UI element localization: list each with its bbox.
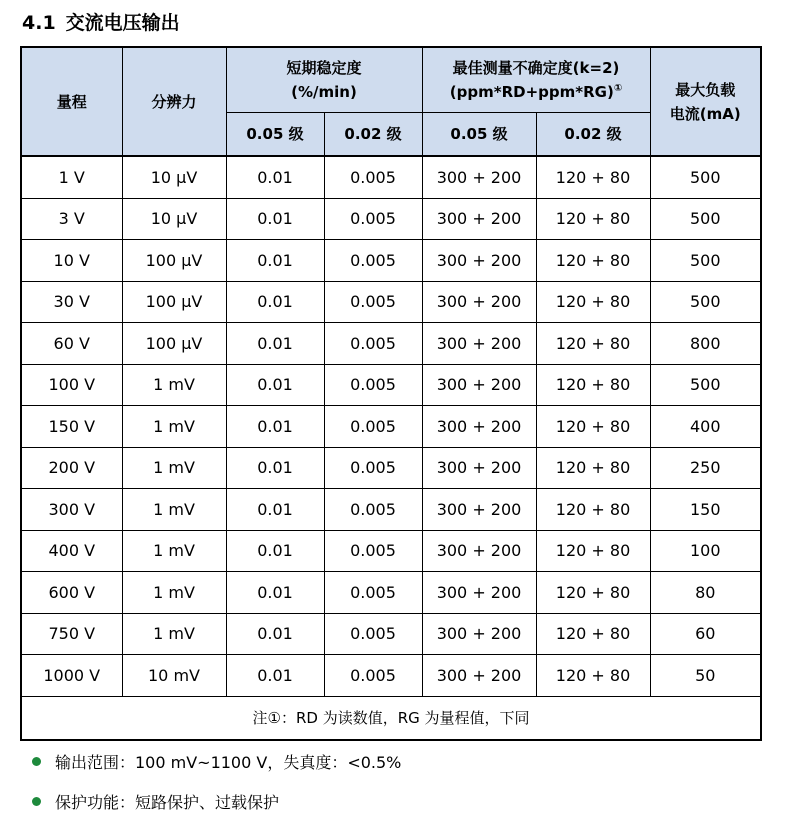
table-row — [21, 281, 761, 323]
cell-uncertainty-005: 300 + 200 — [422, 240, 536, 282]
bullet-protection — [32, 790, 279, 813]
cell-range: 750 V — [21, 613, 122, 655]
cell-range: 300 V — [21, 489, 122, 531]
cell-uncertainty-002: 120 + 80 — [536, 655, 650, 697]
table-row — [21, 572, 761, 614]
cell-resolution: 100 μV — [122, 323, 226, 365]
cell-uncertainty-005: 300 + 200 — [422, 572, 536, 614]
table-row — [21, 198, 761, 240]
cell-stability-002: 0.005 — [324, 364, 422, 406]
cell-resolution: 1 mV — [122, 447, 226, 489]
cell-range: 60 V — [21, 323, 122, 365]
cell-uncertainty-002: 120 + 80 — [536, 613, 650, 655]
bullet-output-range-text: 输出范围：100 mV~1100 V，失真度：<0.5% — [55, 753, 402, 772]
cell-resolution: 1 mV — [122, 572, 226, 614]
cell-resolution: 1 mV — [122, 489, 226, 531]
cell-resolution: 10 μV — [122, 156, 226, 198]
cell-range: 100 V — [21, 364, 122, 406]
cell-range: 3 V — [21, 198, 122, 240]
cell-stability-005: 0.01 — [226, 613, 324, 655]
header-uncertainty-unit: (ppm*RD+ppm*RG) — [449, 83, 614, 101]
cell-uncertainty-005: 300 + 200 — [422, 613, 536, 655]
cell-uncertainty-005: 300 + 200 — [422, 364, 536, 406]
header-load-current-unit: 电流(mA) — [669, 104, 741, 123]
table-row — [21, 323, 761, 365]
header-uncertainty-unit-line — [423, 80, 650, 104]
cell-load-current: 50 — [650, 655, 761, 697]
cell-stability-005: 0.01 — [226, 489, 324, 531]
cell-load-current: 100 — [650, 530, 761, 572]
cell-stability-005: 0.01 — [226, 198, 324, 240]
cell-uncertainty-005: 300 + 200 — [422, 156, 536, 198]
cell-resolution: 1 mV — [122, 613, 226, 655]
cell-stability-005: 0.01 — [226, 240, 324, 282]
cell-load-current: 400 — [650, 406, 761, 448]
cell-stability-005: 0.01 — [226, 572, 324, 614]
cell-uncertainty-002: 120 + 80 — [536, 572, 650, 614]
header-stability-title: 短期稳定度 — [286, 59, 362, 77]
header-load-current-title: 最大负载 — [675, 80, 736, 99]
cell-load-current: 800 — [650, 323, 761, 365]
cell-stability-002: 0.005 — [324, 406, 422, 448]
ac-voltage-spec-table — [20, 46, 762, 741]
cell-uncertainty-002: 120 + 80 — [536, 364, 650, 406]
cell-stability-005: 0.01 — [226, 447, 324, 489]
cell-uncertainty-005: 300 + 200 — [422, 447, 536, 489]
table-row — [21, 447, 761, 489]
cell-stability-002: 0.005 — [324, 489, 422, 531]
bullet-dot-icon — [32, 757, 41, 766]
cell-uncertainty-002: 120 + 80 — [536, 406, 650, 448]
cell-stability-002: 0.005 — [324, 447, 422, 489]
table-row — [21, 240, 761, 282]
header-stability-unit: (%/min) — [291, 83, 357, 101]
cell-resolution: 1 mV — [122, 406, 226, 448]
cell-uncertainty-005: 300 + 200 — [422, 655, 536, 697]
cell-range: 200 V — [21, 447, 122, 489]
cell-uncertainty-005: 300 + 200 — [422, 406, 536, 448]
section-number: 4.1 — [22, 12, 56, 34]
cell-load-current: 500 — [650, 198, 761, 240]
cell-resolution: 100 μV — [122, 240, 226, 282]
cell-stability-005: 0.01 — [226, 655, 324, 697]
cell-range: 600 V — [21, 572, 122, 614]
header-uncertainty-grade-005: 0.05 级 — [422, 113, 536, 157]
cell-range: 400 V — [21, 530, 122, 572]
cell-resolution: 10 mV — [122, 655, 226, 697]
header-uncertainty — [422, 47, 650, 113]
cell-uncertainty-005: 300 + 200 — [422, 281, 536, 323]
cell-load-current: 500 — [650, 156, 761, 198]
cell-uncertainty-005: 300 + 200 — [422, 198, 536, 240]
footnote-mark: ① — [613, 83, 623, 94]
cell-stability-005: 0.01 — [226, 323, 324, 365]
cell-uncertainty-002: 120 + 80 — [536, 530, 650, 572]
cell-stability-005: 0.01 — [226, 530, 324, 572]
section-title — [22, 8, 180, 35]
cell-stability-002: 0.005 — [324, 240, 422, 282]
cell-stability-002: 0.005 — [324, 281, 422, 323]
header-uncertainty-title: 最佳测量不确定度(k=2) — [452, 59, 620, 77]
table-row — [21, 613, 761, 655]
table-row — [21, 530, 761, 572]
cell-load-current: 500 — [650, 364, 761, 406]
cell-stability-002: 0.005 — [324, 613, 422, 655]
cell-stability-005: 0.01 — [226, 364, 324, 406]
cell-stability-002: 0.005 — [324, 655, 422, 697]
table-body — [21, 156, 761, 696]
cell-load-current: 500 — [650, 240, 761, 282]
cell-uncertainty-002: 120 + 80 — [536, 447, 650, 489]
cell-stability-002: 0.005 — [324, 572, 422, 614]
cell-uncertainty-005: 300 + 200 — [422, 323, 536, 365]
cell-resolution: 10 μV — [122, 198, 226, 240]
cell-uncertainty-002: 120 + 80 — [536, 156, 650, 198]
bullet-protection-text: 保护功能：短路保护、过载保护 — [55, 793, 280, 812]
cell-range: 1000 V — [21, 655, 122, 697]
cell-range: 10 V — [21, 240, 122, 282]
table-row — [21, 655, 761, 697]
cell-load-current: 250 — [650, 447, 761, 489]
header-uncertainty-grade-002: 0.02 级 — [536, 113, 650, 157]
table-row — [21, 489, 761, 531]
table-note: 注①：RD 为读数值，RG 为量程值，下同 — [21, 696, 761, 740]
cell-stability-002: 0.005 — [324, 323, 422, 365]
header-resolution: 分辨力 — [122, 47, 226, 156]
cell-stability-005: 0.01 — [226, 406, 324, 448]
table-row — [21, 156, 761, 198]
bullet-output-range — [32, 750, 401, 773]
cell-load-current: 500 — [650, 281, 761, 323]
cell-uncertainty-002: 120 + 80 — [536, 198, 650, 240]
cell-stability-002: 0.005 — [324, 156, 422, 198]
cell-resolution: 1 mV — [122, 530, 226, 572]
cell-resolution: 100 μV — [122, 281, 226, 323]
cell-uncertainty-005: 300 + 200 — [422, 530, 536, 572]
cell-range: 1 V — [21, 156, 122, 198]
cell-load-current: 60 — [650, 613, 761, 655]
cell-stability-005: 0.01 — [226, 281, 324, 323]
section-title-text: 交流电压输出 — [65, 12, 180, 34]
cell-load-current: 80 — [650, 572, 761, 614]
cell-uncertainty-002: 120 + 80 — [536, 281, 650, 323]
bullet-dot-icon — [32, 797, 41, 806]
cell-load-current: 150 — [650, 489, 761, 531]
cell-range: 150 V — [21, 406, 122, 448]
cell-uncertainty-002: 120 + 80 — [536, 323, 650, 365]
cell-stability-002: 0.005 — [324, 198, 422, 240]
table-row — [21, 364, 761, 406]
cell-uncertainty-005: 300 + 200 — [422, 489, 536, 531]
cell-stability-002: 0.005 — [324, 530, 422, 572]
header-stability-grade-005: 0.05 级 — [226, 113, 324, 157]
cell-uncertainty-002: 120 + 80 — [536, 489, 650, 531]
cell-uncertainty-002: 120 + 80 — [536, 240, 650, 282]
cell-range: 30 V — [21, 281, 122, 323]
cell-stability-005: 0.01 — [226, 156, 324, 198]
header-range: 量程 — [21, 47, 122, 156]
header-stability-grade-002: 0.02 级 — [324, 113, 422, 157]
header-stability — [226, 47, 422, 113]
cell-resolution: 1 mV — [122, 364, 226, 406]
header-load-current — [650, 47, 761, 156]
table-row — [21, 406, 761, 448]
